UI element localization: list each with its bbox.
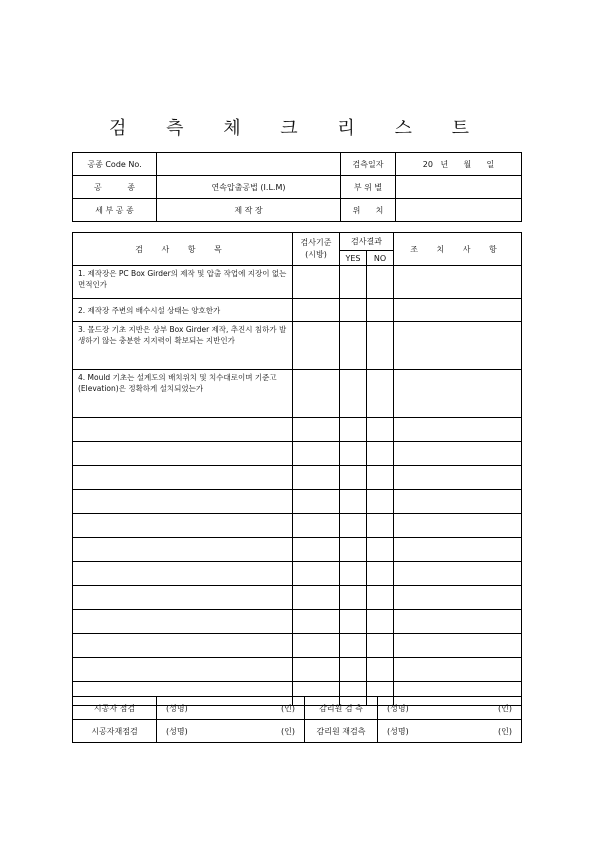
item-cell[interactable] <box>73 658 293 682</box>
checklist-row <box>73 370 522 418</box>
yes-cell[interactable] <box>340 466 367 490</box>
standard-header: 검사기준 (시방) <box>293 233 340 266</box>
action-cell[interactable] <box>394 562 522 586</box>
action-cell[interactable] <box>394 490 522 514</box>
seal-text: (인) <box>281 703 295 713</box>
action-cell[interactable] <box>394 299 522 322</box>
standard-cell[interactable] <box>293 466 340 490</box>
contractor-signature-field[interactable] <box>157 697 305 720</box>
standard-cell[interactable] <box>293 514 340 538</box>
yes-cell[interactable] <box>340 658 367 682</box>
no-cell[interactable] <box>367 299 394 322</box>
item-cell[interactable] <box>73 562 293 586</box>
check-item-text: 3. 몰드장 기초 지반은 상부 Box Girder 제작, 추진시 침하가 발생하기 않는 충분한 지지력이 확보되는 지반인가 <box>73 322 293 370</box>
yes-header: YES <box>340 251 367 266</box>
yes-cell[interactable] <box>340 299 367 322</box>
no-cell[interactable] <box>367 418 394 442</box>
supervisor-inspect-label: 감리원 검 측 <box>305 697 378 720</box>
item-cell[interactable] <box>73 514 293 538</box>
check-item-text: 2. 제작장 주변의 배수시설 상태는 양호한가 <box>73 299 293 322</box>
checklist-row <box>73 299 522 322</box>
work-type-label: 공 종 <box>73 176 157 199</box>
contractor-recheck-label: 시공자재점검 <box>73 720 157 743</box>
info-table <box>72 152 522 222</box>
action-cell[interactable] <box>394 634 522 658</box>
action-cell[interactable] <box>394 418 522 442</box>
action-cell[interactable] <box>394 442 522 466</box>
no-cell[interactable] <box>367 442 394 466</box>
seal-text: (인) <box>498 703 512 713</box>
seal-text: (인) <box>281 726 295 736</box>
contractor-check-label: 시공자 점검 <box>73 697 157 720</box>
action-cell[interactable] <box>394 466 522 490</box>
item-header: 검 사 항 목 <box>73 233 293 266</box>
empty-row <box>73 634 522 658</box>
yes-cell[interactable] <box>340 266 367 299</box>
standard-cell[interactable] <box>293 490 340 514</box>
supervisor-signature-field[interactable] <box>378 697 522 720</box>
no-cell[interactable] <box>367 562 394 586</box>
date-label: 검측일자 <box>341 153 396 176</box>
empty-row <box>73 418 522 442</box>
code-label: 공종 Code No. <box>73 153 157 176</box>
empty-row <box>73 610 522 634</box>
check-item-text: 1. 제작장은 PC Box Girder의 제작 및 압출 작업에 지장이 없는 면적인가 <box>73 266 293 299</box>
no-cell[interactable] <box>367 634 394 658</box>
standard-cell[interactable] <box>293 322 340 370</box>
dept-value-field[interactable] <box>396 176 522 199</box>
page-title: 검 측 체 크 리 스 트 <box>108 118 487 139</box>
standard-cell[interactable] <box>293 442 340 466</box>
no-header: NO <box>367 251 394 266</box>
standard-cell[interactable] <box>293 658 340 682</box>
no-cell[interactable] <box>367 538 394 562</box>
item-cell[interactable] <box>73 610 293 634</box>
standard-cell[interactable] <box>293 299 340 322</box>
supervisor-reinspect-label: 감리원 재검측 <box>305 720 378 743</box>
no-cell[interactable] <box>367 610 394 634</box>
no-cell[interactable] <box>367 466 394 490</box>
date-value-field[interactable]: 20 년 월 일 <box>396 153 522 176</box>
name-text: (성명) <box>166 703 188 713</box>
work-type-value[interactable]: 연속압출공법 (I.L.M) <box>157 176 341 199</box>
standard-cell[interactable] <box>293 266 340 299</box>
code-value-field[interactable] <box>157 153 341 176</box>
checklist-table <box>72 232 522 706</box>
yes-cell[interactable] <box>340 586 367 610</box>
action-cell[interactable] <box>394 266 522 299</box>
empty-row <box>73 442 522 466</box>
action-cell[interactable] <box>394 586 522 610</box>
yes-cell[interactable] <box>340 514 367 538</box>
name-text: (성명) <box>387 703 409 713</box>
item-cell[interactable] <box>73 466 293 490</box>
yes-cell[interactable] <box>340 490 367 514</box>
supervisor-reinspect-signature-field[interactable] <box>378 720 522 743</box>
empty-row <box>73 490 522 514</box>
empty-row <box>73 538 522 562</box>
item-cell[interactable] <box>73 418 293 442</box>
yes-cell[interactable] <box>340 442 367 466</box>
name-text: (성명) <box>387 726 409 736</box>
seal-text: (인) <box>498 726 512 736</box>
standard-cell[interactable] <box>293 538 340 562</box>
no-cell[interactable] <box>367 266 394 299</box>
no-cell[interactable] <box>367 586 394 610</box>
no-cell[interactable] <box>367 490 394 514</box>
item-cell[interactable] <box>73 634 293 658</box>
yes-cell[interactable] <box>340 538 367 562</box>
action-header: 조 치 사 항 <box>394 233 522 266</box>
name-text: (성명) <box>166 726 188 736</box>
empty-row <box>73 658 522 682</box>
detail-work-label: 세 부 공 종 <box>73 199 157 222</box>
empty-row <box>73 466 522 490</box>
standard-cell[interactable] <box>293 418 340 442</box>
yes-cell[interactable] <box>340 634 367 658</box>
item-cell[interactable] <box>73 490 293 514</box>
contractor-recheck-signature-field[interactable] <box>157 720 305 743</box>
standard-cell[interactable] <box>293 610 340 634</box>
yes-cell[interactable] <box>340 370 367 418</box>
no-cell[interactable] <box>367 322 394 370</box>
standard-cell[interactable] <box>293 562 340 586</box>
action-cell[interactable] <box>394 538 522 562</box>
standard-cell[interactable] <box>293 370 340 418</box>
action-cell[interactable] <box>394 370 522 418</box>
no-cell[interactable] <box>367 514 394 538</box>
empty-row <box>73 562 522 586</box>
location-value-field[interactable] <box>396 199 522 222</box>
location-label: 위 치 <box>341 199 396 222</box>
empty-row <box>73 586 522 610</box>
signature-table <box>72 696 522 743</box>
action-cell[interactable] <box>394 610 522 634</box>
empty-row <box>73 514 522 538</box>
checklist-row <box>73 266 522 299</box>
no-cell[interactable] <box>367 658 394 682</box>
yes-cell[interactable] <box>340 418 367 442</box>
action-cell[interactable] <box>394 658 522 682</box>
action-cell[interactable] <box>394 322 522 370</box>
item-cell[interactable] <box>73 442 293 466</box>
result-header: 검사결과 <box>340 233 394 251</box>
check-item-text: 4. Mould 기초는 설계도의 배치위치 및 치수대로이며 기준고(Elevation)은 정확하게 설치되었는가 <box>73 370 293 418</box>
detail-work-value[interactable]: 제 작 장 <box>157 199 341 222</box>
checklist-row <box>73 322 522 370</box>
item-cell[interactable] <box>73 586 293 610</box>
no-cell[interactable] <box>367 370 394 418</box>
item-cell[interactable] <box>73 538 293 562</box>
yes-cell[interactable] <box>340 322 367 370</box>
dept-label: 부 위 별 <box>341 176 396 199</box>
standard-cell[interactable] <box>293 634 340 658</box>
standard-cell[interactable] <box>293 586 340 610</box>
yes-cell[interactable] <box>340 562 367 586</box>
yes-cell[interactable] <box>340 610 367 634</box>
action-cell[interactable] <box>394 514 522 538</box>
